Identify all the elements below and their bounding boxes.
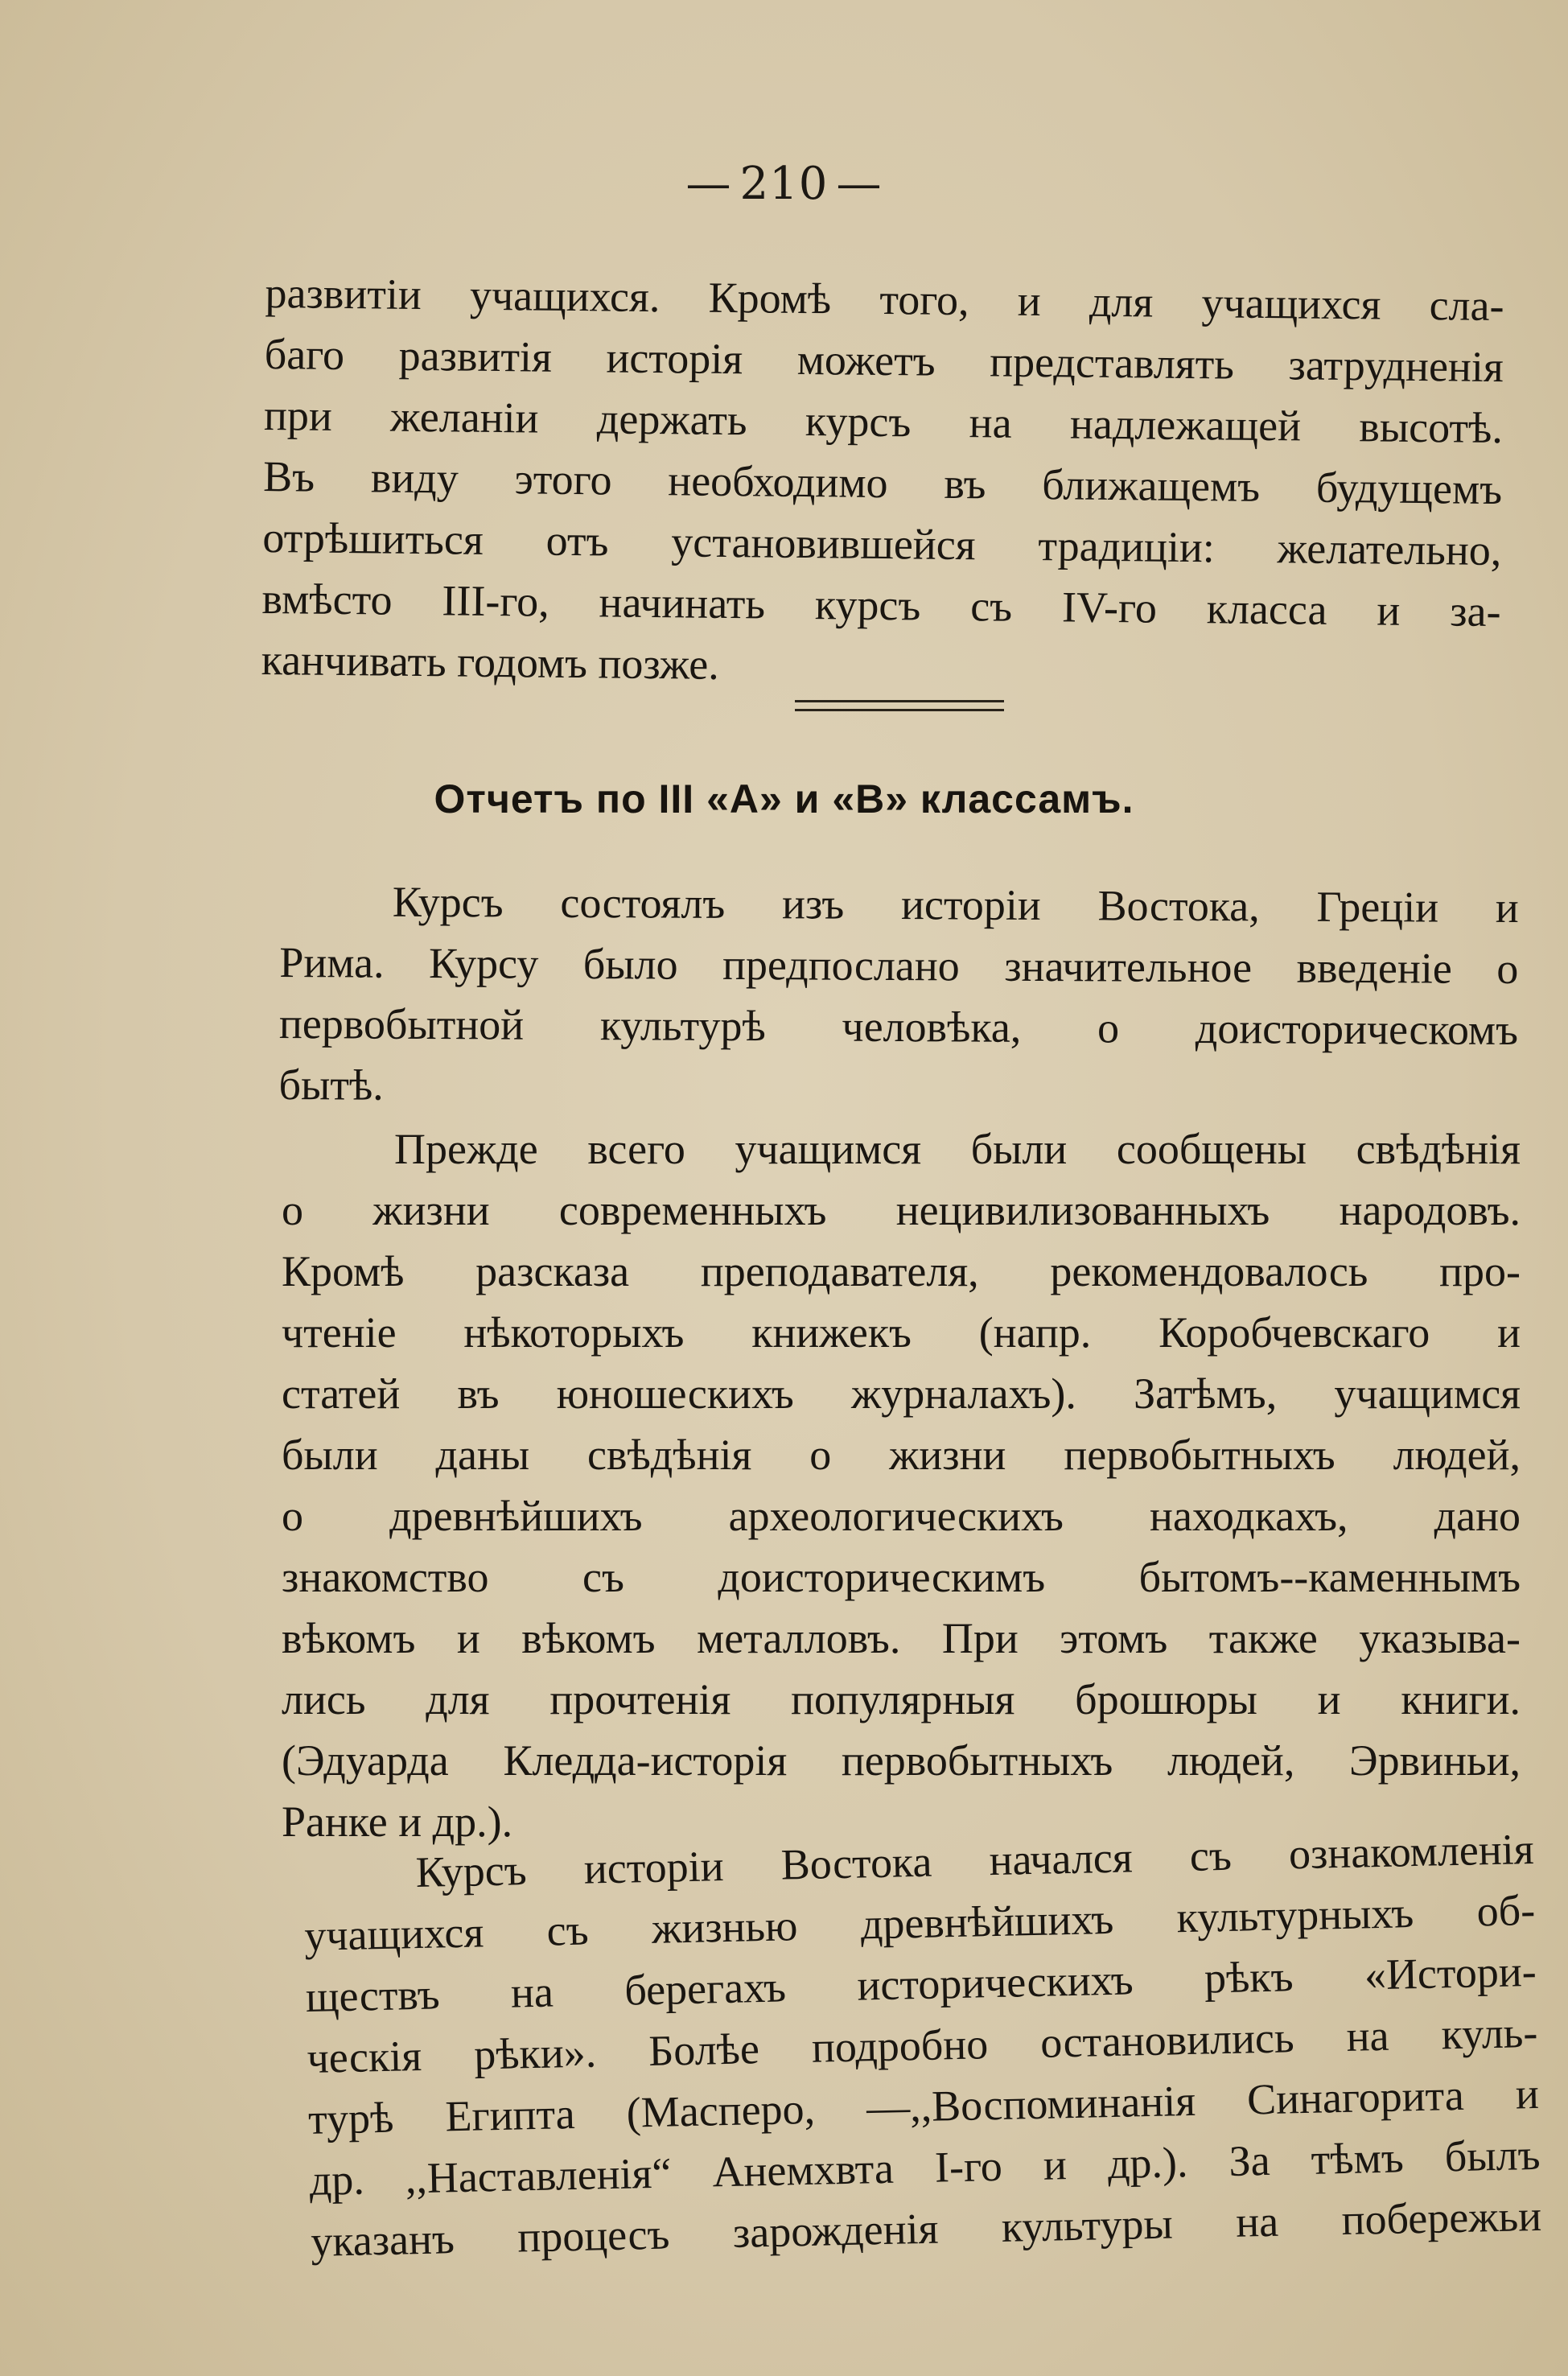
page-number-dash-right: — [836,158,883,210]
text-line: знакомство съ доисторическимъ бытомъ--каменнымъ [282,1553,1521,1601]
page-number [0,158,1568,210]
text-line: учащихся съ жизнью древнѣйшихъ культурныхъ об- [303,1885,1536,1960]
text-line: Прежде всего учащимся были сообщены свѣдѣнія [394,1125,1521,1173]
paragraph-prehistory [282,1118,1521,1852]
page-number-dash-left: — [685,158,732,210]
section-divider [795,700,1004,711]
text-line: Курсъ исторіи Востока начался съ ознакомленія [415,1824,1535,1897]
text-line: о древнѣйшихъ археологическихъ находкахъ, дано [282,1492,1521,1540]
text-line: Рима. Курсу было предпослано значительное введеніе о [279,937,1519,994]
text-line: вмѣсто III-го, начинать курсъ съ IV-го класса и за- [261,574,1501,636]
text-line: канчивать годомъ позже. [261,635,720,689]
text-line: лись для прочтенія популярныя брошюры и книги. [282,1675,1521,1723]
text-line: чтеніе нѣкоторыхъ книжекъ (напр. Коробчевскаго и [282,1308,1521,1357]
text-line: Курсъ состоялъ изъ исторіи Востока, Греціи и [392,877,1519,933]
text-line: вѣкомъ и вѣкомъ металловъ. При этомъ также указыва- [282,1614,1521,1662]
text-line: отрѣшиться отъ установившейся традиціи: желательно, [262,513,1502,575]
text-line: ческія рѣки». Болѣе подробно остановились на куль- [306,2007,1538,2082]
text-line: турѣ Египта (Масперо, —,,Воспоминанія Синагорита и [307,2069,1540,2143]
text-line: при желаніи держать курсъ на надлежащей высотѣ. [263,390,1504,453]
text-line: ществъ на берегахъ историческихъ рѣкъ «Истори- [305,1946,1537,2021]
text-line: развитіи учащихся. Кромѣ того, и для учащихся сла- [265,268,1504,331]
paragraph-east-history [302,1818,1542,2272]
text-line: (Эдуарда Кледда-исторія первобытныхъ людей, Эрвиньи, [282,1736,1521,1785]
text-line: Кромѣ разсказа преподавателя, рекомендовалось про- [282,1247,1521,1295]
intro-paragraph [261,262,1504,703]
section-heading: Отчетъ по III «А» и «В» классамъ. [434,776,1134,822]
paragraph-course-overview [278,871,1519,1122]
text-line: о жизни современныхъ нецивилизованныхъ народовъ. [282,1186,1521,1234]
text-line: др. ,,Наставленія“ Анемхвта I-го и др.). За тѣмъ былъ [309,2130,1541,2205]
text-line: первобытной культурѣ человѣка, о доисторическомъ [278,999,1519,1055]
text-line: были даны свѣдѣнія о жизни первобытныхъ людей, [282,1431,1521,1479]
page-number-value: 210 [739,158,829,210]
text-line: бытѣ. [278,1060,384,1110]
text-line: Въ виду этого необходимо въ ближащемъ будущемъ [262,451,1503,514]
text-line: Ранке и др.). [282,1797,513,1846]
text-line: статей въ юношескихъ журналахъ). Затѣмъ, учащимся [282,1369,1521,1418]
text-line: указанъ процесъ зарожденія культуры на побережьи [310,2191,1542,2266]
text-line: баго развитія исторія можетъ представлять затрудненія [264,329,1504,392]
